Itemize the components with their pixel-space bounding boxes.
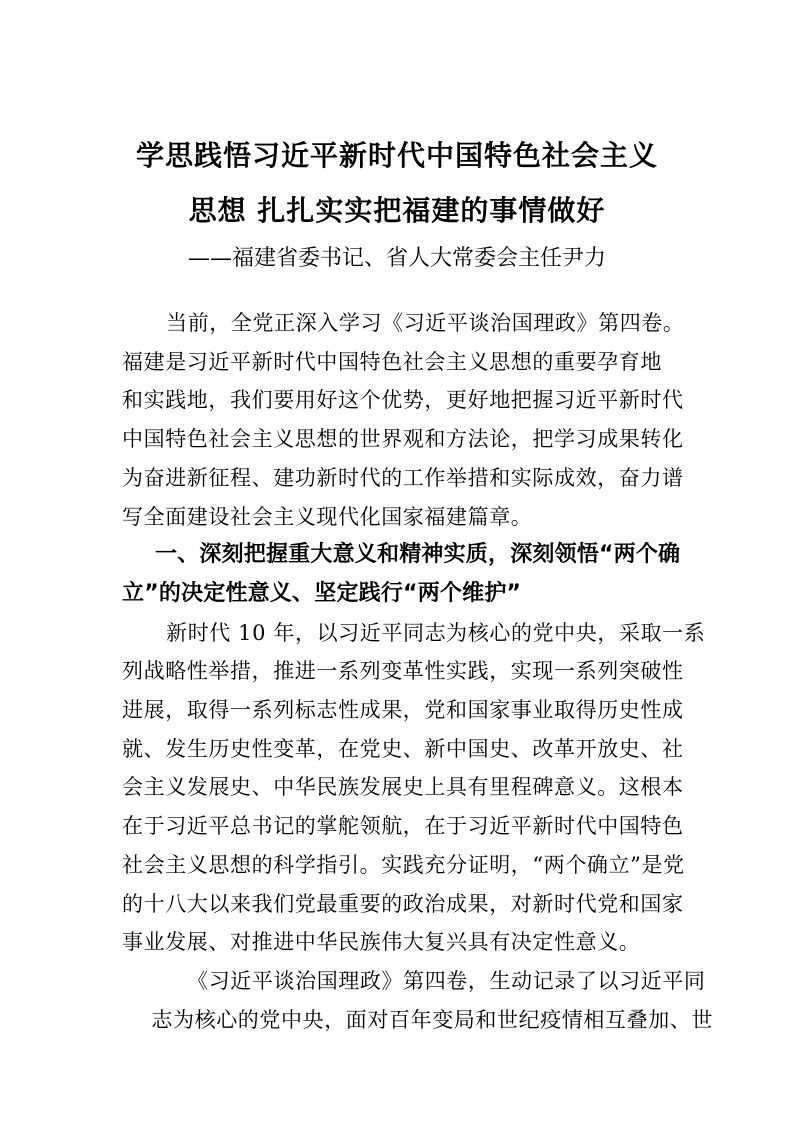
document-title-line-1: 学思践悟习近平新时代中国特色社会主义 xyxy=(135,139,658,172)
body-text-line: 社会主义思想的科学指引。实践充分证明，“两个确立”是党 xyxy=(122,852,685,877)
body-text-line: 在于习近平总书记的掌舵领航，在于习近平新时代中国特色 xyxy=(122,814,684,839)
document-body xyxy=(122,304,713,1039)
body-text-line: 事业发展、对推进中华民族伟大复兴具有决定性意义。 xyxy=(122,930,641,955)
document-content xyxy=(122,128,713,1039)
document-byline: ——福建省委书记、省人大常委会主任尹力 xyxy=(187,246,606,271)
document-title xyxy=(122,128,672,238)
body-text-line: 志为核心的党中央，面对百年变局和世纪疫情相互叠加、世 xyxy=(151,1007,713,1032)
document-title-line-2: 思想 扎扎实实把福建的事情做好 xyxy=(188,194,606,227)
body-text-line: 就、发生历史性变革，在党史、新中国史、改革开放史、社 xyxy=(122,736,684,761)
body-text-line: 和实践地，我们要用好这个优势，更好地把握习近平新时代 xyxy=(122,388,684,413)
section-heading-line: 立”的决定性意义、坚定践行“两个维护” xyxy=(122,580,522,606)
body-text-line: 为奋进新征程、建功新时代的工作举措和实际成效，奋力谱 xyxy=(122,465,684,490)
body-text-line: 当前，全党正深入学习《习近平谈治国理政》第四卷。 xyxy=(166,311,685,335)
body-text-line: 中国特色社会主义思想的世界观和方法论，把学习成果转化 xyxy=(122,427,684,452)
body-text-line: 新时代 10 年，以习近平同志为核心的党中央，采取一系 xyxy=(166,620,706,645)
body-text-line: 福建是习近平新时代中国特色社会主义思想的重要孕育地 xyxy=(122,349,662,374)
body-text-line: 的十八大以来我们党最重要的政治成果，对新时代党和国家 xyxy=(122,891,684,916)
body-text-line: 写全面建设社会主义现代化国家福建篇章。 xyxy=(122,504,533,529)
body-text-line: 会主义发展史、中华民族发展史上具有里程碑意义。这根本 xyxy=(122,775,684,800)
body-text-line: 《习近平谈治国理政》第四卷，生动记录了以习近平同 xyxy=(187,968,706,993)
body-text-line: 列战略性举措，推进一系列变革性实践，实现一系列突破性 xyxy=(122,659,684,684)
section-heading-line: 一、深刻把握重大意义和精神实质，深刻领悟“两个确 xyxy=(155,542,681,568)
body-text-line: 进展，取得一系列标志性成果，党和国家事业取得历史性成 xyxy=(122,698,684,723)
